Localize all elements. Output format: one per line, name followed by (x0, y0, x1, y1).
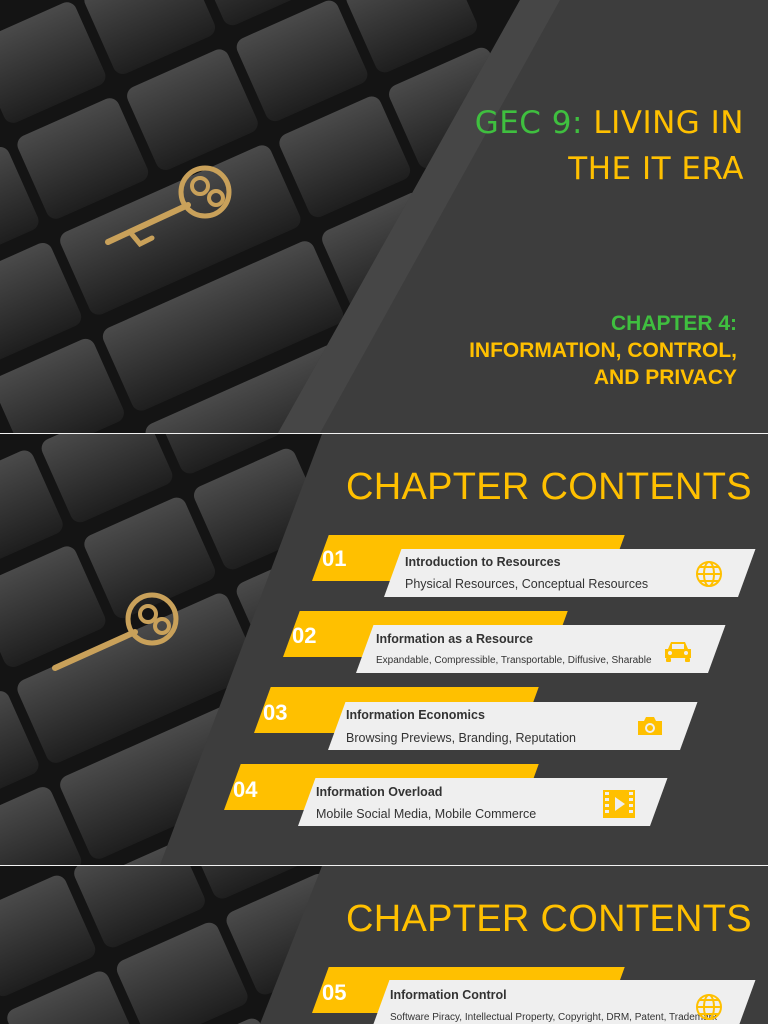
course-title-line2: THE IT ERA (568, 151, 744, 187)
course-title (475, 100, 744, 192)
title-slide (0, 0, 768, 433)
chapter-title-line2: AND PRIVACY (593, 366, 737, 389)
camera-icon (636, 715, 664, 737)
item-number: 01 (322, 546, 347, 571)
globe-icon (694, 992, 724, 1022)
course-code: GEC 9: (474, 105, 583, 141)
item-title: Introduction to Resources (405, 555, 561, 569)
car-icon (662, 639, 694, 663)
chapter-heading (469, 310, 737, 391)
item-title: Information Control (390, 988, 507, 1002)
contents-heading: CHAPTER CONTENTS (346, 466, 752, 508)
contents-slide-2 (0, 866, 768, 1024)
item-subtitle: Physical Resources, Conceptual Resources (405, 577, 649, 591)
item-number: 02 (292, 623, 317, 648)
contents-heading: CHAPTER CONTENTS (346, 898, 752, 940)
item-number: 05 (322, 980, 347, 1005)
film-play-icon (602, 789, 636, 819)
item-subtitle: Mobile Social Media, Mobile Commerce (316, 807, 537, 821)
item-number: 04 (233, 777, 258, 802)
item-title: Information as a Resource (376, 632, 533, 646)
item-subtitle: Expandable, Compressible, Transportable, Diffusive, Sharable (376, 655, 652, 666)
item-subtitle: Browsing Previews, Branding, Reputation (346, 731, 576, 745)
globe-icon (694, 559, 724, 589)
item-title: Information Economics (346, 708, 485, 722)
course-title-line1: LIVING IN (593, 105, 744, 141)
chapter-number: CHAPTER 4: (610, 312, 737, 335)
item-subtitle: Software Piracy, Intellectual Property, Copyright, DRM, Patent, Trademark (390, 1012, 717, 1023)
chapter-title-line1: INFORMATION, CONTROL, (469, 339, 737, 362)
item-title: Information Overload (316, 785, 443, 799)
item-number: 03 (263, 700, 288, 725)
contents-slide (0, 434, 768, 865)
